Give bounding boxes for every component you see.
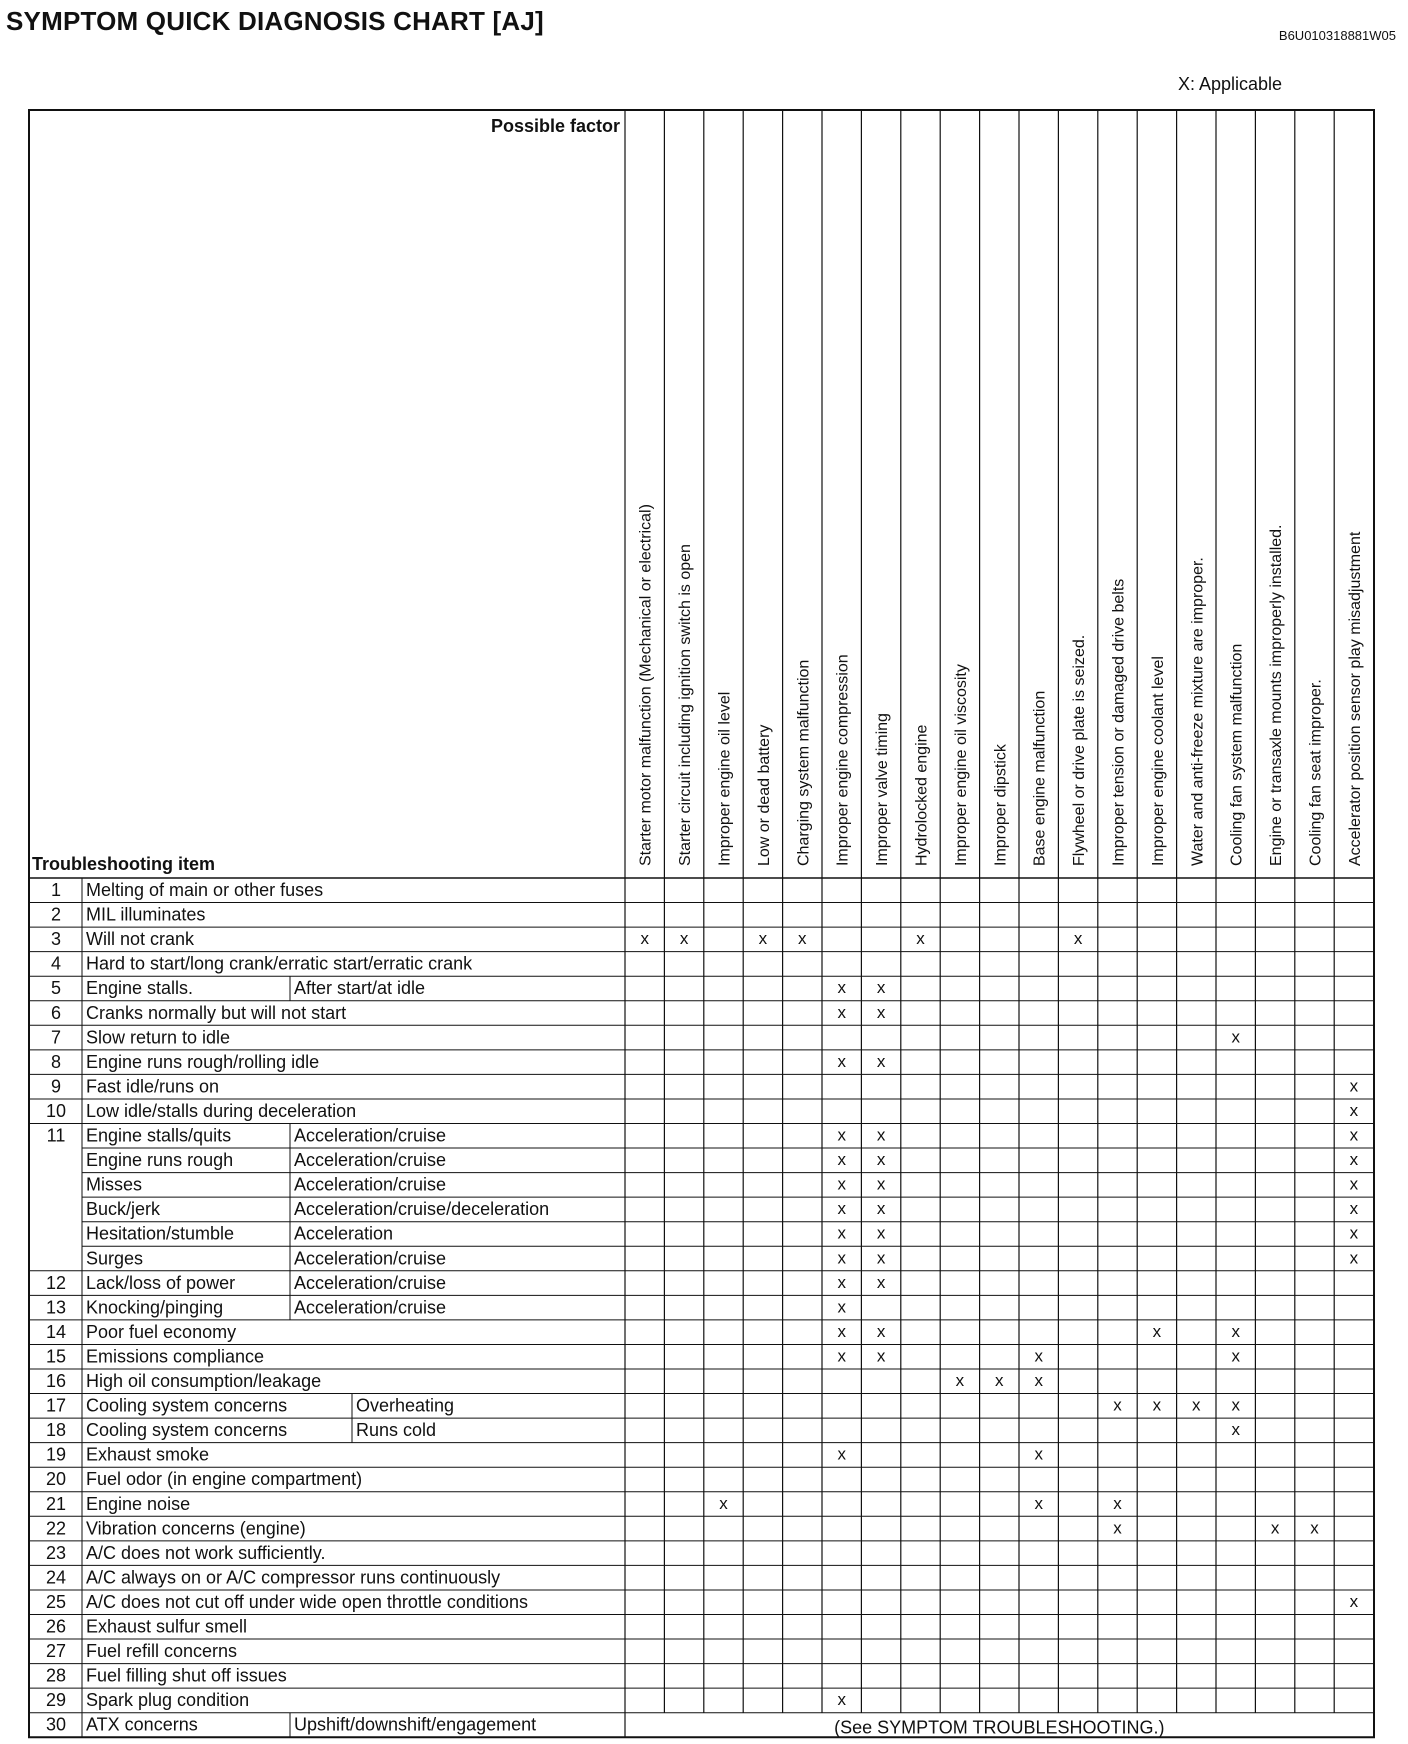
factor-header: Cooling fan seat improper. xyxy=(1307,679,1325,866)
applicable-mark: x xyxy=(1231,1321,1240,1341)
item-number: 15 xyxy=(45,1346,67,1367)
applicable-mark: x xyxy=(679,929,689,949)
item-number: 4 xyxy=(50,953,62,974)
applicable-mark: x xyxy=(719,1493,728,1513)
applicable-mark: x xyxy=(837,1174,846,1194)
item-number: 12 xyxy=(45,1272,67,1293)
applicable-mark: x xyxy=(1113,1493,1122,1513)
applicable-mark: x xyxy=(1152,1321,1162,1341)
applicable-mark: x xyxy=(837,1321,846,1341)
item-condition: Upshift/downshift/engagement xyxy=(294,1714,537,1735)
factor-header: Cooling fan system malfunction xyxy=(1228,643,1246,866)
item-number: 13 xyxy=(45,1297,67,1318)
applicable-mark: x xyxy=(876,1125,886,1145)
legend: X: Applicable xyxy=(1178,74,1283,94)
item-name: A/C does not work sufficiently. xyxy=(86,1542,326,1563)
item-name: Engine runs rough xyxy=(86,1150,234,1171)
item-name: Slow return to idle xyxy=(86,1027,231,1048)
item-number: 21 xyxy=(45,1493,67,1514)
item-name: Cooling system concerns xyxy=(86,1420,288,1441)
applicable-mark: x xyxy=(876,1272,886,1292)
item-name: Misses xyxy=(86,1174,143,1195)
applicable-mark: x xyxy=(1231,1395,1240,1415)
factor-header: Improper tension or damaged drive belts xyxy=(1110,578,1128,866)
item-name: A/C does not cut off under wide open throttle conditions xyxy=(86,1591,528,1612)
item-name: Knocking/pinging xyxy=(86,1297,224,1318)
applicable-mark: x xyxy=(876,1321,886,1341)
factor-header: Hydrolocked engine xyxy=(913,724,931,866)
item-number: 7 xyxy=(50,1027,62,1048)
item-condition: Acceleration xyxy=(294,1223,394,1244)
applicable-mark: x xyxy=(1349,1100,1359,1120)
item-number: 14 xyxy=(45,1321,67,1342)
item-condition: Acceleration/cruise xyxy=(294,1150,447,1171)
item-number: 25 xyxy=(45,1591,67,1612)
item-name: Exhaust smoke xyxy=(86,1444,210,1465)
applicable-mark: x xyxy=(1231,1420,1240,1440)
applicable-mark: x xyxy=(876,1223,886,1243)
applicable-mark: x xyxy=(1349,1248,1359,1268)
item-number: 16 xyxy=(45,1371,67,1391)
factor-header: Flywheel or drive plate is seized. xyxy=(1071,634,1089,866)
item-name: Hesitation/stumble xyxy=(86,1223,235,1244)
applicable-mark: x xyxy=(1231,1027,1240,1047)
applicable-mark: x xyxy=(837,1002,846,1022)
applicable-mark: x xyxy=(837,1150,846,1170)
item-number: 23 xyxy=(45,1542,67,1563)
item-number: 5 xyxy=(50,978,62,999)
item-name: Exhaust sulfur smell xyxy=(86,1616,248,1637)
applicable-mark: x xyxy=(876,1002,886,1022)
item-name: Fuel refill concerns xyxy=(86,1641,238,1662)
applicable-mark: x xyxy=(1073,929,1083,949)
possible-factor-label: Possible factor xyxy=(490,116,620,136)
applicable-mark: x xyxy=(1034,1371,1043,1390)
item-condition: Overheating xyxy=(356,1395,455,1416)
item-condition: Acceleration/cruise xyxy=(294,1272,447,1293)
applicable-mark: x xyxy=(876,1199,886,1219)
factor-header: Accelerator position sensor play misadjustment xyxy=(1346,531,1364,866)
factor-header: Improper engine oil viscosity xyxy=(952,664,970,866)
item-condition: Runs cold xyxy=(356,1420,437,1441)
applicable-mark: x xyxy=(1310,1518,1319,1538)
applicable-mark: x xyxy=(640,929,649,949)
item-number: 6 xyxy=(50,1002,62,1023)
table-border xyxy=(29,110,1374,1737)
item-number: 2 xyxy=(50,904,62,925)
applicable-mark: x xyxy=(837,978,846,998)
applicable-mark: x xyxy=(955,1371,965,1390)
item-condition: Acceleration/cruise/deceleration xyxy=(294,1199,550,1220)
item-number: 8 xyxy=(50,1051,62,1072)
item-condition: Acceleration/cruise xyxy=(294,1125,447,1146)
applicable-mark: x xyxy=(837,1297,846,1317)
factor-header: Starter motor malfunction (Mechanical or electrical) xyxy=(637,504,655,866)
item-number: 27 xyxy=(45,1641,67,1662)
applicable-mark: x xyxy=(837,1272,846,1292)
item-number: 24 xyxy=(45,1567,67,1588)
applicable-mark: x xyxy=(837,1690,846,1710)
item-name: Fuel filling shut off issues xyxy=(86,1665,287,1686)
item-name: ATX concerns xyxy=(86,1714,198,1735)
item-number: 29 xyxy=(45,1690,67,1711)
document-id: B6U010318881W05 xyxy=(1278,28,1396,43)
factor-header: Low or dead battery xyxy=(755,724,773,866)
factor-header: Improper dipstick xyxy=(992,744,1010,866)
item-name: Cooling system concerns xyxy=(86,1395,288,1416)
applicable-mark: x xyxy=(1152,1395,1162,1415)
troubleshooting-item-label: Troubleshooting item xyxy=(32,854,215,874)
applicable-mark: x xyxy=(1034,1444,1043,1464)
applicable-mark: x xyxy=(1034,1493,1043,1513)
applicable-mark: x xyxy=(1113,1518,1122,1538)
factor-header: Improper engine oil level xyxy=(716,691,734,866)
item-number: 22 xyxy=(45,1518,67,1539)
applicable-mark: x xyxy=(1349,1199,1359,1219)
applicable-mark: x xyxy=(798,929,807,949)
factor-header: Engine or transaxle mounts improperly installed. xyxy=(1268,524,1286,866)
item-condition: Acceleration/cruise xyxy=(294,1297,447,1318)
applicable-mark: x xyxy=(758,929,768,949)
applicable-mark: x xyxy=(876,1150,886,1170)
item-name: Melting of main or other fuses xyxy=(86,880,324,900)
item-name: Low idle/stalls during deceleration xyxy=(86,1100,357,1121)
item-name: Fuel odor (in engine compartment) xyxy=(86,1469,363,1490)
item-name: Engine stalls/quits xyxy=(86,1125,232,1146)
factor-header: Starter circuit including ignition switch is open xyxy=(677,544,695,866)
item-condition: Acceleration/cruise xyxy=(294,1248,447,1269)
applicable-mark: x xyxy=(837,1051,846,1071)
applicable-mark: x xyxy=(837,1444,846,1464)
applicable-mark: x xyxy=(837,1199,846,1219)
item-number: 18 xyxy=(45,1420,67,1441)
item-name: Engine stalls. xyxy=(86,978,194,999)
item-number: 10 xyxy=(45,1100,67,1121)
item-name: A/C always on or A/C compressor runs continuously xyxy=(86,1567,501,1588)
applicable-mark: x xyxy=(837,1346,846,1366)
applicable-mark: x xyxy=(1034,1346,1043,1366)
applicable-mark: x xyxy=(1349,1076,1359,1096)
item-number: 20 xyxy=(45,1469,67,1490)
item-condition: Acceleration/cruise xyxy=(294,1174,447,1195)
applicable-mark: x xyxy=(995,1371,1004,1390)
item-number: 28 xyxy=(45,1665,67,1686)
item-number: 19 xyxy=(45,1444,67,1465)
applicable-mark: x xyxy=(1113,1395,1122,1415)
applicable-mark: x xyxy=(1349,1150,1359,1170)
item-name: Will not crank xyxy=(86,929,195,950)
item-condition: After start/at idle xyxy=(294,978,426,999)
item-name: Vibration concerns (engine) xyxy=(86,1518,306,1539)
item-number: 26 xyxy=(45,1616,67,1637)
item-name: Poor fuel economy xyxy=(86,1321,237,1342)
item-name: Spark plug condition xyxy=(86,1690,250,1711)
item-number: 3 xyxy=(50,929,62,950)
item-number: 11 xyxy=(46,1125,66,1146)
applicable-mark: x xyxy=(1349,1591,1359,1611)
page-title: SYMPTOM QUICK DIAGNOSIS CHART [AJ] xyxy=(6,6,544,36)
applicable-mark: x xyxy=(876,1346,886,1366)
item-name: Cranks normally but will not start xyxy=(86,1002,347,1023)
applicable-mark: x xyxy=(916,929,925,949)
applicable-mark: x xyxy=(876,1248,886,1268)
item-name: Fast idle/runs on xyxy=(86,1076,220,1097)
item-number: 17 xyxy=(45,1395,67,1416)
item-name: Buck/jerk xyxy=(86,1199,161,1220)
factor-header: Improper engine compression xyxy=(834,654,852,866)
factor-header: Improper valve timing xyxy=(874,713,892,866)
applicable-mark: x xyxy=(876,1051,886,1071)
applicable-mark: x xyxy=(837,1248,846,1268)
applicable-mark: x xyxy=(1349,1125,1359,1145)
item-number: 1 xyxy=(50,880,62,900)
item-name: Engine noise xyxy=(86,1493,191,1514)
item-name: Engine runs rough/rolling idle xyxy=(86,1051,320,1072)
see-troubleshooting-note: (See SYMPTOM TROUBLESHOOTING.) xyxy=(834,1717,1165,1738)
factor-header: Improper engine coolant level xyxy=(1149,656,1167,866)
item-name: Surges xyxy=(86,1248,144,1269)
applicable-mark: x xyxy=(1231,1346,1240,1366)
applicable-mark: x xyxy=(1349,1223,1359,1243)
item-name: MIL illuminates xyxy=(86,904,206,925)
item-name: Emissions compliance xyxy=(86,1346,265,1367)
item-number: 9 xyxy=(50,1076,62,1097)
item-name: High oil consumption/leakage xyxy=(86,1371,322,1391)
applicable-mark: x xyxy=(837,1223,846,1243)
factor-header: Charging system malfunction xyxy=(795,659,813,866)
item-name: Lack/loss of power xyxy=(86,1272,236,1293)
item-number: 30 xyxy=(45,1714,67,1735)
applicable-mark: x xyxy=(1349,1174,1359,1194)
applicable-mark: x xyxy=(1270,1518,1280,1538)
factor-header: Water and anti-freeze mixture are improper. xyxy=(1189,557,1207,866)
factor-header: Base engine malfunction xyxy=(1031,690,1049,866)
applicable-mark: x xyxy=(1192,1395,1201,1415)
applicable-mark: x xyxy=(876,1174,886,1194)
item-name: Hard to start/long crank/erratic start/erratic crank xyxy=(86,953,473,974)
applicable-mark: x xyxy=(837,1125,846,1145)
applicable-mark: x xyxy=(876,978,886,998)
